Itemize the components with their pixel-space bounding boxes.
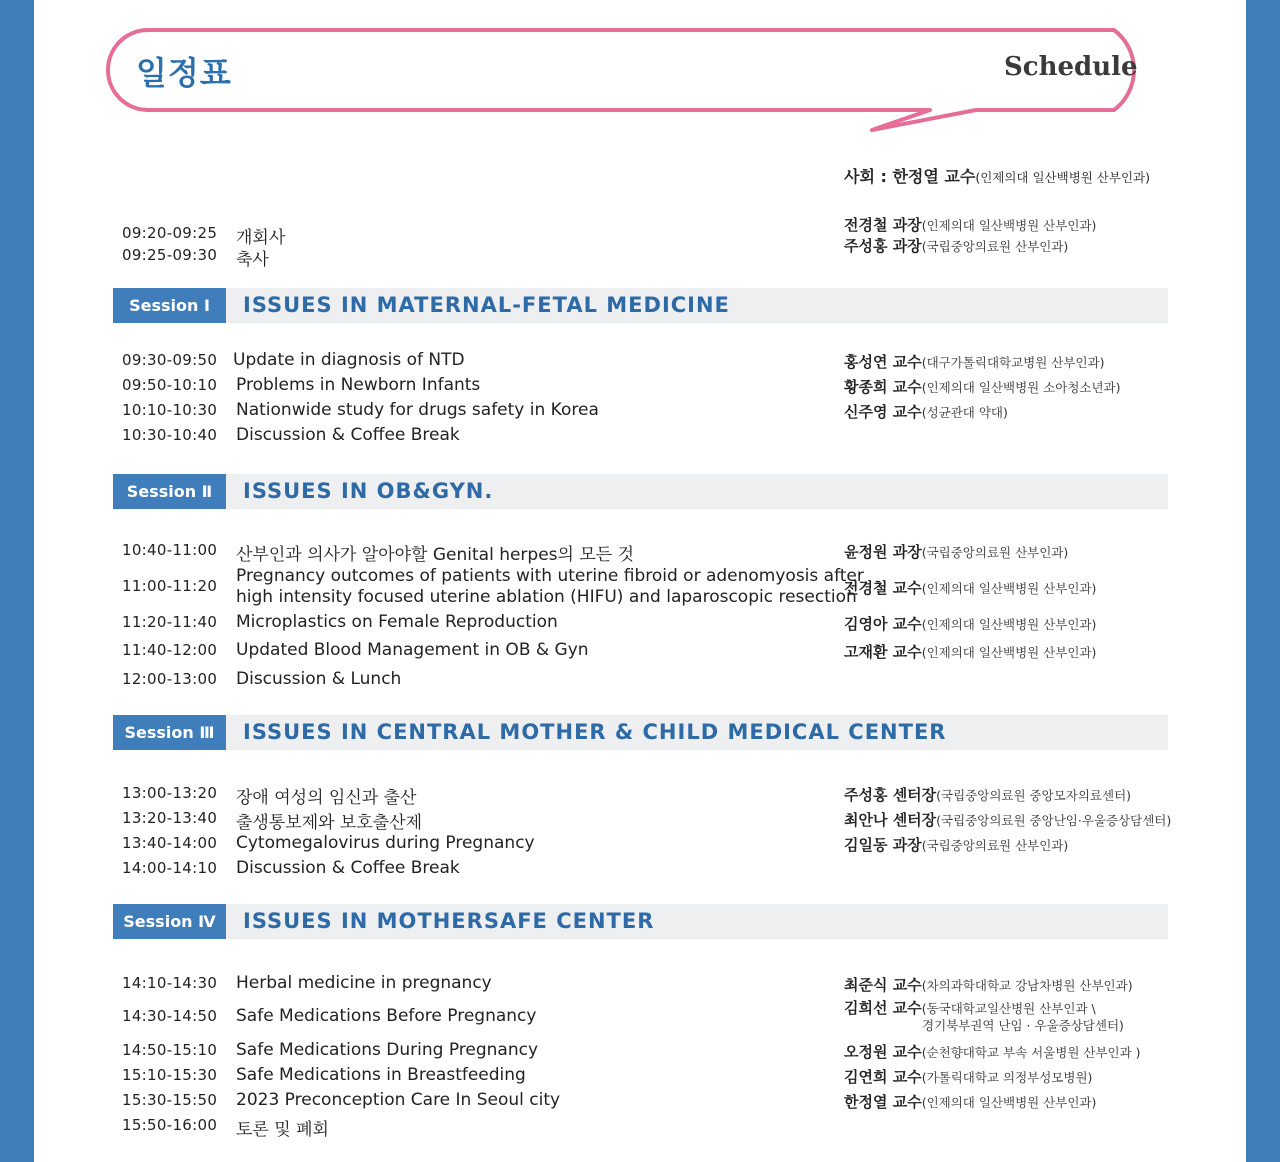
talk-title: Herbal medicine in pregnancy <box>236 973 492 993</box>
talk-title: Discussion & Coffee Break <box>236 858 460 878</box>
time: 09:30-09:50 <box>122 351 218 369</box>
speaker: 고재환 교수(인제의대 일산백병원 산부인과) <box>844 643 1097 661</box>
speaker: 신주영 교수(성균관대 약대) <box>844 403 1008 421</box>
speaker: 김연희 교수(가톨릭대학교 의정부성모병원) <box>844 1068 1093 1086</box>
time: 10:10-10:30 <box>122 401 218 419</box>
speaker: 홍성연 교수(대구가톨릭대학교병원 산부인과) <box>844 353 1105 371</box>
speaker: 김일동 과장(국립중앙의료원 산부인과) <box>844 836 1069 854</box>
time: 13:20-13:40 <box>122 809 218 827</box>
talk-title: Updated Blood Management in OB & Gyn <box>236 640 589 660</box>
session-header <box>113 715 1168 750</box>
speaker-affiliation-continued: 경기북부권역 난임 · 우울증상담센터) <box>922 1018 1124 1033</box>
time: 11:40-12:00 <box>122 641 218 659</box>
talk-title: Safe Medications Before Pregnancy <box>236 1006 537 1026</box>
speaker: 윤정원 과장(국립중앙의료원 산부인과) <box>844 543 1069 561</box>
talk-title: 출생통보제와 보호출산제 <box>236 813 423 833</box>
time: 14:50-15:10 <box>122 1041 218 1059</box>
talk-title: 산부인과 의사가 알아야할 Genital herpes의 모든 것 <box>236 545 635 565</box>
left-blue-border <box>0 0 34 1162</box>
talk-title: Nationwide study for drugs safety in Korea <box>236 400 599 420</box>
session-title: ISSUES IN OB&GYN. <box>243 479 494 503</box>
speaker: 황종희 교수(인제의대 일산백병원 소아청소년과) <box>844 378 1121 396</box>
session-label: Session Ⅰ <box>113 288 226 323</box>
session-header <box>113 474 1168 509</box>
speech-bubble-frame <box>96 28 1176 138</box>
speaker: 주성홍 센터장(국립중앙의료원 중앙모자의료센터) <box>844 786 1132 804</box>
session-label: Session Ⅳ <box>113 904 226 939</box>
talk-title: 축사 <box>236 250 269 270</box>
talk-title: Discussion & Coffee Break <box>236 425 460 445</box>
chairperson <box>844 164 1150 187</box>
time: 15:30-15:50 <box>122 1091 218 1109</box>
chair-affiliation: (인제의대 일산백병원 산부인과) <box>975 170 1150 185</box>
speaker: 오정원 교수(순천향대학교 부속 서울병원 산부인과 ) <box>844 1043 1141 1061</box>
talk-title: Cytomegalovirus during Pregnancy <box>236 833 535 853</box>
session-title: ISSUES IN CENTRAL MOTHER & CHILD MEDICAL CENTER <box>243 720 947 744</box>
talk-title: Pregnancy outcomes of patients with uterine fibroid or adenomyosis after high intensity focused uterine ablation (HIFU) and laparoscopic resection <box>236 566 864 607</box>
talk-title: Safe Medications During Pregnancy <box>236 1040 539 1060</box>
time: 11:20-11:40 <box>122 613 218 631</box>
talk-title: 장애 여성의 임신과 출산 <box>236 788 417 808</box>
speaker: 전경철 과장(인제의대 일산백병원 산부인과) <box>844 216 1097 234</box>
session-label: Session Ⅲ <box>113 715 226 750</box>
time: 14:30-14:50 <box>122 1007 218 1025</box>
time: 10:40-11:00 <box>122 541 218 559</box>
talk-title: Update in diagnosis of NTD <box>233 350 465 370</box>
time: 11:00-11:20 <box>122 577 218 595</box>
speaker: 주성홍 과장(국립중앙의료원 산부인과) <box>844 237 1069 255</box>
time: 10:30-10:40 <box>122 426 218 444</box>
time: 09:20-09:25 <box>122 224 218 242</box>
speaker: 최안나 센터장(국립중앙의료원 중앙난임·우울증상담센터) <box>844 811 1172 829</box>
session-header <box>113 288 1168 323</box>
speaker: 한정열 교수(인제의대 일산백병원 산부인과) <box>844 1093 1097 1111</box>
time: 14:00-14:10 <box>122 859 218 877</box>
session-label: Session Ⅱ <box>113 474 226 509</box>
talk-title: Discussion & Lunch <box>236 669 402 689</box>
session-header <box>113 904 1168 939</box>
speaker: 김희선 교수(동국대학교일산병원 산부인과 \ <box>844 999 1096 1017</box>
time: 09:25-09:30 <box>122 246 218 264</box>
talk-title: Problems in Newborn Infants <box>236 375 481 395</box>
time: 15:50-16:00 <box>122 1116 218 1134</box>
session-title: ISSUES IN MOTHERSAFE CENTER <box>243 909 655 933</box>
time: 13:00-13:20 <box>122 784 218 802</box>
time: 13:40-14:00 <box>122 834 218 852</box>
talk-title: 2023 Preconception Care In Seoul city <box>236 1090 561 1110</box>
time: 09:50-10:10 <box>122 376 218 394</box>
time: 15:10-15:30 <box>122 1066 218 1084</box>
time: 14:10-14:30 <box>122 974 218 992</box>
talk-title: Microplastics on Female Reproduction <box>236 612 558 632</box>
speaker: 김영아 교수(인제의대 일산백병원 산부인과) <box>844 615 1097 633</box>
talk-title: Safe Medications in Breastfeeding <box>236 1065 526 1085</box>
page-title: 일정표 <box>136 54 232 92</box>
speaker: 전경철 교수(인제의대 일산백병원 산부인과) <box>844 579 1097 597</box>
talk-title: 토론 및 폐회 <box>236 1120 329 1140</box>
session-title: ISSUES IN MATERNAL-FETAL MEDICINE <box>243 293 730 317</box>
chair-name: 사회 : 한정열 교수 <box>844 167 976 186</box>
time: 12:00-13:00 <box>122 670 218 688</box>
right-blue-border <box>1246 0 1280 1162</box>
talk-title: 개회사 <box>236 228 286 248</box>
page-title-english: Schedule <box>1004 52 1138 82</box>
speaker: 최준식 교수(차의과학대학교 강남차병원 산부인과) <box>844 976 1133 994</box>
